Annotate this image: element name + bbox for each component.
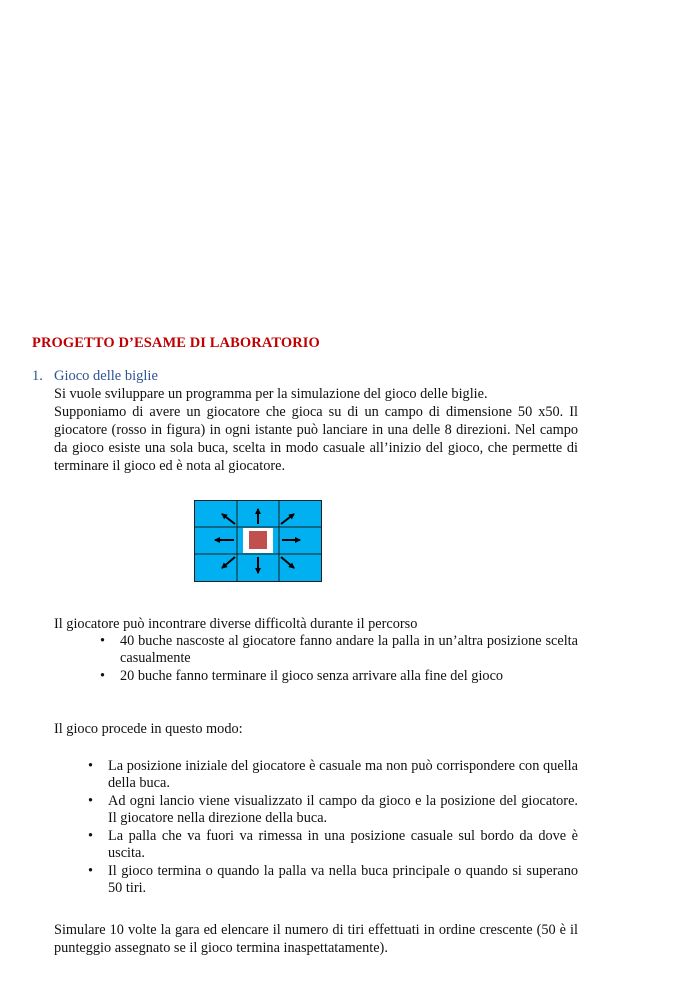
intro-paragraph (54, 385, 578, 475)
player-marker (249, 531, 267, 549)
bullet-icon: • (88, 758, 94, 774)
section-title: Gioco delle biglie (54, 368, 158, 384)
bullet-icon: • (88, 863, 94, 879)
final-paragraph: Simulare 10 volte la gara ed elencare il numero di tiri effettuati in ordine crescente (50 è il punteggio assegnato se il gioco termina inaspettatamente). (54, 922, 578, 956)
bullet-icon: • (88, 793, 94, 809)
list-item-text: Ad ogni lancio viene visualizzato il campo da gioco e la posizione del giocatore. Il giocatore nella direzione della buca. (108, 793, 578, 826)
intro-body: Supponiamo di avere un giocatore che gioca su di un campo di dimensione 50 x50. Il giocatore (rosso in figura) in ogni istante può lanciare in una delle 8 direzioni. Nel campo da gioco esiste una sola buca, scelta in modo casuale all’inizio del gioco, che permette di terminare il gioco ed è nota al giocatore. (54, 404, 578, 474)
difficulties-list (100, 633, 578, 686)
procedure-intro: Il gioco procede in questo modo: (54, 721, 243, 737)
bullet-icon: • (100, 668, 106, 684)
list-item (100, 633, 578, 667)
bullet-icon: • (100, 633, 106, 649)
list-item-text: La posizione iniziale del giocatore è casuale ma non può corrispondere con quella della buca. (108, 758, 578, 791)
procedure-list (88, 758, 578, 898)
list-item-text: 20 buche fanno terminare il gioco senza arrivare alla fine del gioco (120, 668, 504, 684)
difficulties-intro: Il giocatore può incontrare diverse difficoltà durante il percorso (54, 616, 418, 632)
bullet-icon: • (88, 828, 94, 844)
list-item (88, 793, 578, 827)
list-item (100, 668, 578, 685)
list-item-text: 40 buche nascoste al giocatore fanno andare la palla in un’altra posizione scelta casualmente (120, 633, 578, 666)
list-item-text: Il gioco termina o quando la palla va nella buca principale o quando si superano 50 tiri. (108, 863, 578, 896)
intro-first-line: Si vuole sviluppare un programma per la simulazione del gioco delle biglie. (54, 386, 488, 402)
list-item (88, 758, 578, 792)
document-title: PROGETTO D’ESAME DI LABORATORIO (32, 335, 320, 351)
list-item-text: La palla che va fuori va rimessa in una posizione casuale sul bordo da dove è uscita. (108, 828, 578, 861)
direction-figure (194, 500, 322, 582)
section-heading (32, 368, 158, 385)
section-number: 1. (32, 368, 43, 384)
list-item (88, 828, 578, 862)
list-item (88, 863, 578, 897)
